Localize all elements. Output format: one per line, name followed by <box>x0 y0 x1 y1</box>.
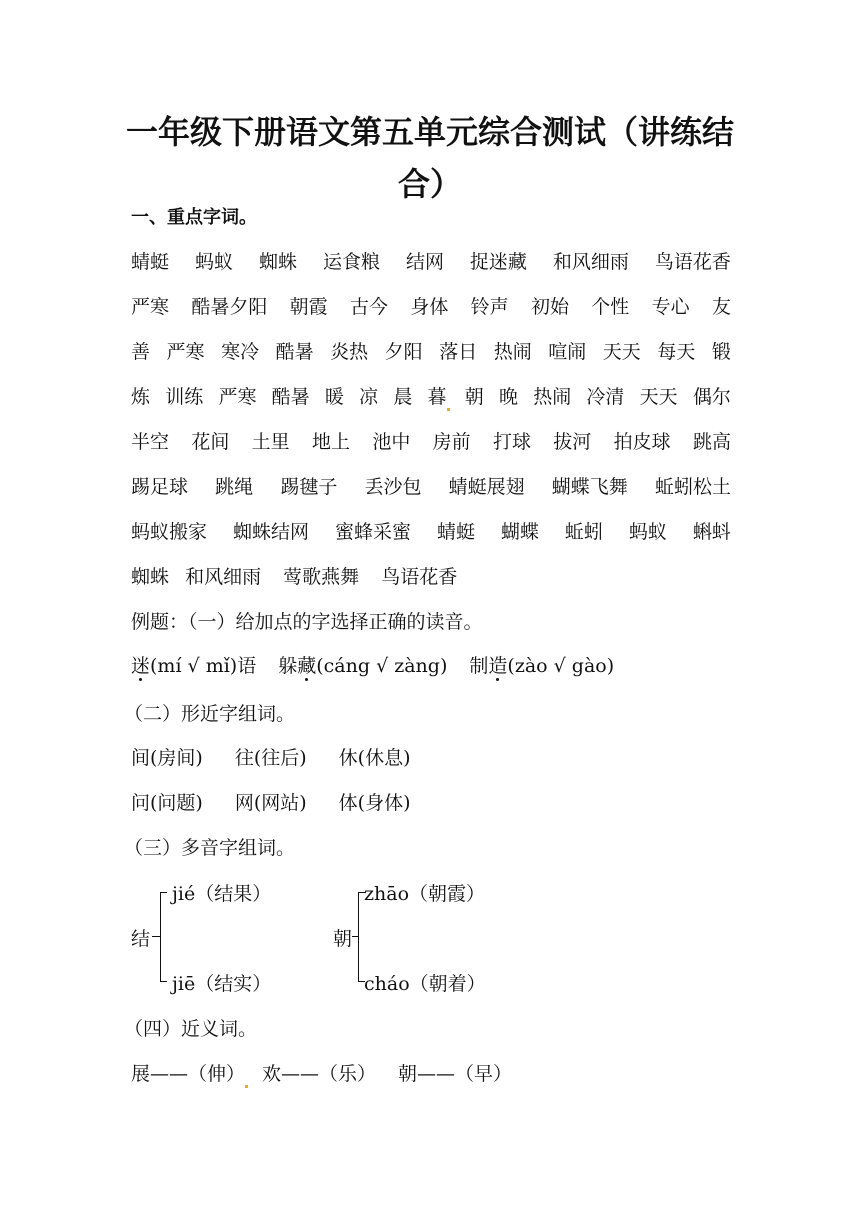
word: 铃声 <box>470 296 509 318</box>
word: 酷暑 <box>275 341 314 363</box>
word: 天天 <box>639 386 678 408</box>
word: 拍皮球 <box>613 431 671 453</box>
word: 蚯蚓松土 <box>654 476 731 498</box>
word: 晚 <box>498 386 518 408</box>
word: 蚯蚓 <box>564 521 603 543</box>
word: 善 <box>131 341 151 363</box>
word: 莺歌燕舞 <box>283 566 360 588</box>
word: 晨 <box>393 386 413 408</box>
word: 捉迷藏 <box>469 251 527 273</box>
section-heading-similar: （二）形近字组词。 <box>124 703 296 725</box>
similar-word: 网(网站) <box>234 792 307 814</box>
brace-tip <box>152 936 160 937</box>
word: 酷暑 <box>271 386 310 408</box>
polyphone-char: 结 <box>131 928 151 950</box>
word: 寒冷 <box>221 341 260 363</box>
polyphone-reading-top: zhāo（朝霞） <box>364 883 486 905</box>
section-heading-synonyms: （四）近义词。 <box>124 1018 258 1040</box>
word-line-4 <box>131 383 731 411</box>
word: 天天 <box>602 341 641 363</box>
word: 蜘蛛结网 <box>232 521 309 543</box>
word: 暖 <box>324 386 344 408</box>
section-heading-polyphone: （三）多音字组词。 <box>124 837 296 859</box>
word: 和风细雨 <box>185 566 262 588</box>
word: 花间 <box>191 431 230 453</box>
similar-word: 间(房间) <box>131 747 203 769</box>
word: 蚂蚁 <box>194 251 233 273</box>
word: 严寒 <box>166 341 205 363</box>
word-prefix: 制 <box>469 655 489 677</box>
word: 鸟语花香 <box>381 566 458 588</box>
word: 热闹 <box>493 341 532 363</box>
word: 房前 <box>432 431 471 453</box>
word-line-6 <box>131 473 731 501</box>
word-line-3 <box>131 338 731 366</box>
pinyin-question <box>131 652 614 680</box>
word: 跳绳 <box>215 476 254 498</box>
word-line-7 <box>131 518 731 546</box>
word: 锻 <box>711 341 731 363</box>
word: 地上 <box>311 431 350 453</box>
example-intro: 例题：（一）给加点的字选择正确的读音。 <box>131 611 483 633</box>
pinyin-options: (mí √ mǐ)语 <box>150 655 257 677</box>
word: 友 <box>711 296 731 318</box>
similar-word: 体(身体) <box>338 792 411 814</box>
word: 和风细雨 <box>552 251 629 273</box>
synonym-row <box>131 1060 512 1088</box>
synonym-pair: 朝——（早） <box>398 1063 513 1085</box>
brace-tip <box>352 936 358 937</box>
word: 蝴蝶飞舞 <box>551 476 628 498</box>
word: 土里 <box>251 431 290 453</box>
word: 酷暑夕阳 <box>191 296 268 318</box>
brace-upper <box>160 892 167 937</box>
word-line-2 <box>131 293 731 321</box>
word-line-5 <box>131 428 731 456</box>
word: 丢沙包 <box>364 476 422 498</box>
word: 热闹 <box>533 386 572 408</box>
brace-lower <box>160 937 167 982</box>
word: 冷清 <box>586 386 625 408</box>
word-prefix: 躲 <box>278 655 298 677</box>
similar-word: 问(问题) <box>131 792 203 814</box>
word: 凉 <box>359 386 379 408</box>
word: 蜘蛛 <box>131 566 170 588</box>
word: 身体 <box>410 296 449 318</box>
synonym-pair: 展——（伸） <box>131 1063 246 1085</box>
similar-row-2 <box>131 789 410 817</box>
word: 运食粮 <box>322 251 380 273</box>
word: 每天 <box>657 341 696 363</box>
word: 拔河 <box>553 431 592 453</box>
word: 训练 <box>165 386 204 408</box>
word: 落日 <box>439 341 478 363</box>
word: 朝 <box>464 386 484 408</box>
word: 严寒 <box>218 386 257 408</box>
word: 结网 <box>405 251 444 273</box>
page-title-line2: 合） <box>397 165 462 203</box>
word: 严寒 <box>131 296 170 318</box>
word: 蚂蚁 <box>628 521 667 543</box>
word: 蜻蜓展翅 <box>448 476 525 498</box>
dotted-char: 造 <box>488 655 508 677</box>
word: 蜜蜂采蜜 <box>334 521 411 543</box>
word: 炼 <box>131 386 151 408</box>
word: 蚂蚁搬家 <box>131 521 208 543</box>
word: 专心 <box>651 296 690 318</box>
polyphone-char: 朝 <box>333 928 353 950</box>
dotted-char: 藏 <box>297 655 317 677</box>
similar-word: 休(休息) <box>338 747 411 769</box>
highlight-mark <box>245 1085 248 1088</box>
word: 朝霞 <box>289 296 328 318</box>
word: 蜻蜓 <box>131 251 170 273</box>
word: 炎热 <box>330 341 369 363</box>
similar-row-1 <box>131 744 410 772</box>
polyphone-reading-bottom: jiē（结实） <box>172 973 272 995</box>
word: 夕阳 <box>384 341 423 363</box>
word: 跳高 <box>692 431 731 453</box>
pinyin-options: (cáng √ zàng) <box>316 655 448 677</box>
word <box>428 383 450 411</box>
synonym-pair: 欢——（乐） <box>262 1063 377 1085</box>
word: 池中 <box>372 431 411 453</box>
word: 踢足球 <box>131 476 189 498</box>
word: 蜻蜓 <box>436 521 475 543</box>
page-title <box>110 106 750 210</box>
word-line-1 <box>131 248 731 276</box>
word: 偶尔 <box>692 386 731 408</box>
word: 初始 <box>530 296 569 318</box>
pinyin-options: (zào √ gào) <box>507 655 615 677</box>
word-text: 暮 <box>427 386 447 408</box>
word: 半空 <box>131 431 170 453</box>
word: 鸟语花香 <box>654 251 731 273</box>
dotted-char: 迷 <box>131 655 151 677</box>
polyphone-reading-bottom: cháo（朝着） <box>364 973 486 995</box>
polyphone-reading-top: jié（结果） <box>172 883 272 905</box>
highlight-mark <box>447 408 450 411</box>
word: 蜘蛛 <box>258 251 297 273</box>
word: 蝴蝶 <box>500 521 539 543</box>
word: 踢毽子 <box>280 476 338 498</box>
word: 喧闹 <box>548 341 587 363</box>
word: 个性 <box>591 296 630 318</box>
page-title-line1: 一年级下册语文第五单元综合测试（讲练结 <box>125 113 734 151</box>
word-line-8 <box>131 563 457 591</box>
similar-word: 往(往后) <box>234 747 307 769</box>
word: 古今 <box>349 296 388 318</box>
word: 蝌蚪 <box>692 521 731 543</box>
section-heading-key-words: 一、重点字词。 <box>131 207 257 228</box>
word: 打球 <box>492 431 531 453</box>
